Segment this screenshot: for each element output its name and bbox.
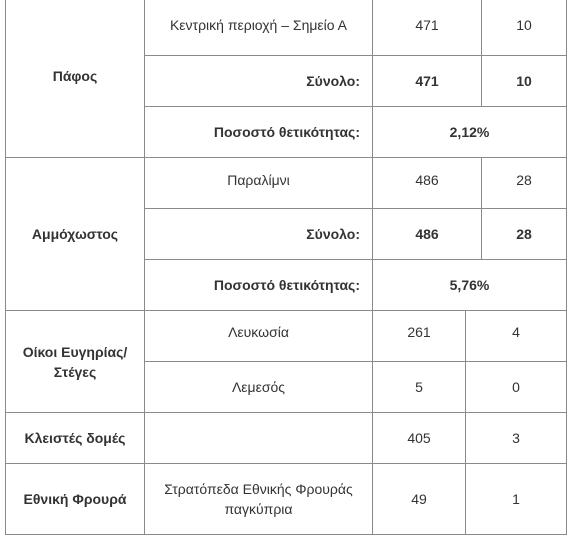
famagusta-subregion-positives: 28 bbox=[481, 157, 567, 209]
elderly-row-2-tests: 5 bbox=[372, 361, 466, 413]
elderly-row-1-place: Λευκωσία bbox=[144, 310, 373, 362]
famagusta-subregion: Παραλίμνι bbox=[144, 157, 373, 209]
elderly-row-2-place: Λεμεσός bbox=[144, 361, 373, 413]
national-guard-tests: 49 bbox=[372, 463, 466, 535]
paphos-rate-value: 2,12% bbox=[372, 106, 567, 158]
paphos-total-tests: 471 bbox=[372, 55, 482, 107]
closed-structures-positives: 3 bbox=[465, 412, 567, 464]
famagusta-total-tests: 486 bbox=[372, 208, 482, 260]
closed-structures-tests: 405 bbox=[372, 412, 466, 464]
elderly-row-1-tests: 261 bbox=[372, 310, 466, 362]
paphos-total-label: Σύνολο: bbox=[144, 55, 373, 107]
region-famagusta: Αμμόχωστος bbox=[5, 157, 145, 311]
paphos-total-positives: 10 bbox=[481, 55, 567, 107]
famagusta-subregion-tests: 486 bbox=[372, 157, 482, 209]
famagusta-rate-value: 5,76% bbox=[372, 259, 567, 311]
elderly-row-1-positives: 4 bbox=[465, 310, 567, 362]
closed-structures-place bbox=[144, 412, 373, 464]
region-elderly-homes: Οίκοι Ευγηρίας/ Στέγες bbox=[5, 310, 145, 413]
elderly-row-2-positives: 0 bbox=[465, 361, 567, 413]
famagusta-rate-label: Ποσοστό θετικότητας: bbox=[144, 259, 373, 311]
paphos-subregion: Κεντρική περιοχή – Σημείο Α bbox=[144, 0, 373, 56]
famagusta-total-positives: 28 bbox=[481, 208, 567, 260]
national-guard-place: Στρατόπεδα Εθνικής Φρουράς παγκύπρια bbox=[144, 463, 373, 535]
region-closed-structures: Κλειστές δομές bbox=[5, 412, 145, 464]
paphos-rate-label: Ποσοστό θετικότητας: bbox=[144, 106, 373, 158]
paphos-subregion-positives: 10 bbox=[481, 0, 567, 56]
paphos-subregion-tests: 471 bbox=[372, 0, 482, 56]
national-guard-positives: 1 bbox=[465, 463, 567, 535]
famagusta-total-label: Σύνολο: bbox=[144, 208, 373, 260]
region-national-guard: Εθνική Φρουρά bbox=[5, 463, 145, 535]
region-paphos: Πάφος bbox=[5, 0, 145, 158]
